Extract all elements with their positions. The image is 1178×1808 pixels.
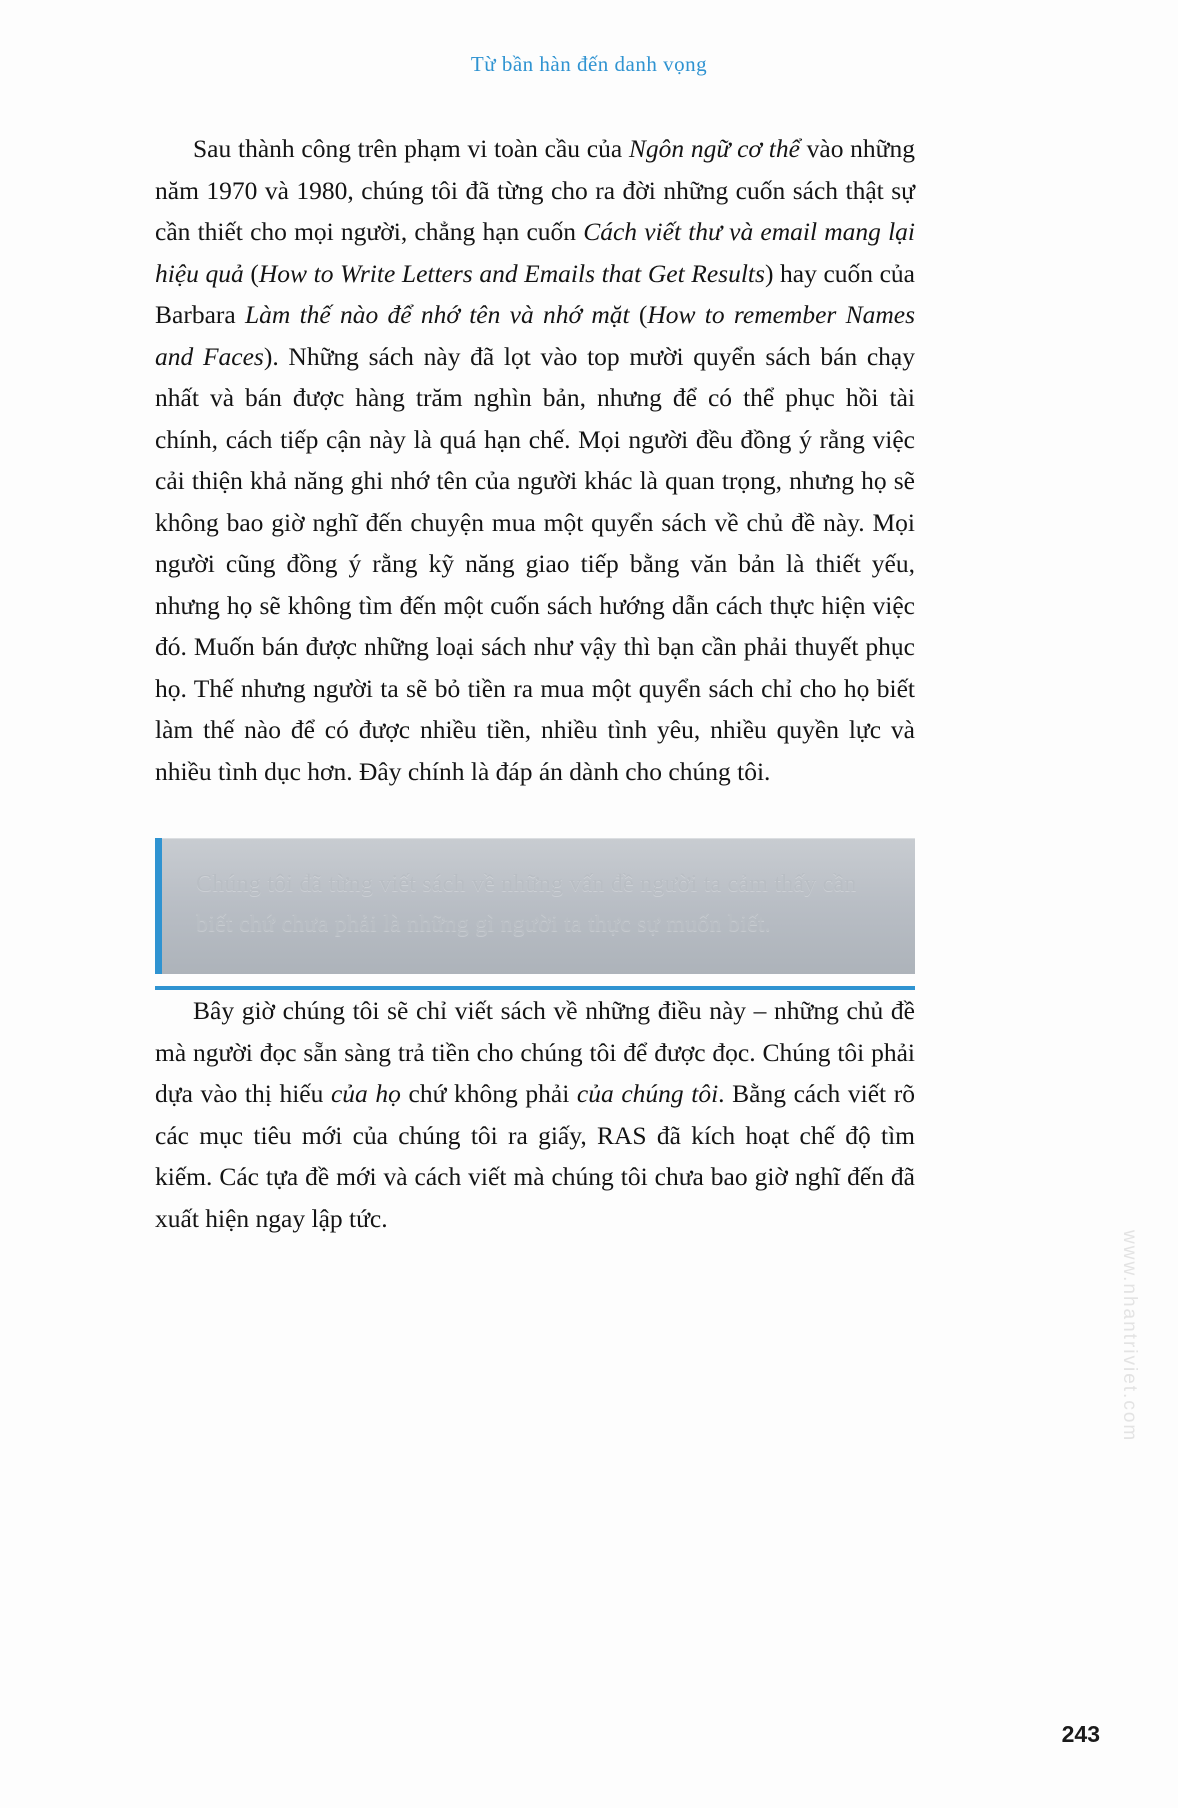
emphasis-cua-chung-toi: của chúng tôi [576, 1079, 719, 1108]
pull-quote-bottom-rule [155, 986, 915, 990]
emphasis-cua-ho: của họ [330, 1079, 401, 1108]
pull-quote-block [155, 838, 915, 990]
paragraph-first-segment-2: vào những năm 1970 và 1980, chúng tôi đã từng cho ra đời những cuốn sách thật sự cần thiết cho mọi người, chẳng hạn cuốn [155, 134, 916, 246]
paragraph-first-segment-1: Sau thành công trên phạm vi toàn cầu của [193, 134, 629, 163]
paragraph-first-segment-3: ( [243, 258, 259, 288]
title-names-faces-vi: Làm thế nào để nhớ tên và nhớ mặt [244, 300, 630, 329]
pull-quote-text: Chúng tôi đã từng viết sách về những vấn đề người ta cảm thấy cần biết chứ chưa phải là những gì người ta thực sự muốn biết. [196, 871, 857, 937]
title-letters-emails-en: How to Write Letters and Emails that Get Results [258, 258, 765, 288]
pull-quote-panel [155, 838, 915, 974]
title-body-language: Ngôn ngữ cơ thể [628, 134, 800, 163]
paragraph-second [155, 990, 915, 1239]
paragraph-first-segment-6: ). Những sách này đã lọt vào top mười quyển sách bán chạy nhất và bán được hàng trăm nghìn bản, nhưng để có thể phục hồi tài chính, cách tiếp cận này là quá hạn chế. Mọi người đều đồng ý rằng việc cải thiện khả năng ghi nhớ tên của người khác là quan trọng, nhưng họ sẽ không bao giờ nghĩ đến chuyện mua một quyển sách về chủ đề này. Mọi người cũng đồng ý rằng kỹ năng giao tiếp bằng văn bản là thiết yếu, nhưng họ sẽ không tìm đến một cuốn sách hướng dẫn cách thực hiện việc đó. Muốn bán được những loại sách như vậy thì bạn cần phải thuyết phục họ. Thế nhưng người ta sẽ bỏ tiền ra mua một quyển sách chỉ cho họ biết làm thế nào để có được nhiều tiền, nhiều tình yêu, nhiều quyền lực và nhiều tình dục hơn. Đây chính là đáp án dành cho chúng tôi. [155, 341, 915, 786]
paragraph-second-segment-3: . Bằng cách viết rõ các mục tiêu mới của chúng tôi ra giấy, RAS đã kích hoạt chế độ tìm kiếm. Các tựa đề mới và cách viết mà chúng tôi chưa bao giờ nghĩ đến đã xuất hiện ngay lập tức. [155, 1079, 915, 1233]
running-head: Từ bần hàn đến danh vọng [470, 52, 708, 76]
page-content [155, 128, 915, 1239]
paragraph-second-segment-1: Bây giờ chúng tôi sẽ chỉ viết sách về những điều này – những chủ đề mà người đọc sẵn sàng trả tiền cho chúng tôi để được đọc. Chúng tôi phải dựa vào thị hiếu [155, 996, 915, 1108]
page-number: 243 [1061, 1721, 1100, 1747]
title-letters-emails-vi: Cách viết thư và email mang lại hiệu quả [155, 217, 916, 288]
title-names-faces-en: How to remember Names and Faces [155, 300, 916, 371]
watermark-text: www.nhantriviet.com [1119, 1230, 1140, 1443]
paragraph-first-segment-5: ( [629, 300, 648, 329]
paragraph-first [155, 128, 915, 792]
paragraph-second-segment-2: chứ không phải [400, 1079, 577, 1108]
paragraph-first-segment-4: ) hay cuốn của Barbara [155, 258, 915, 329]
